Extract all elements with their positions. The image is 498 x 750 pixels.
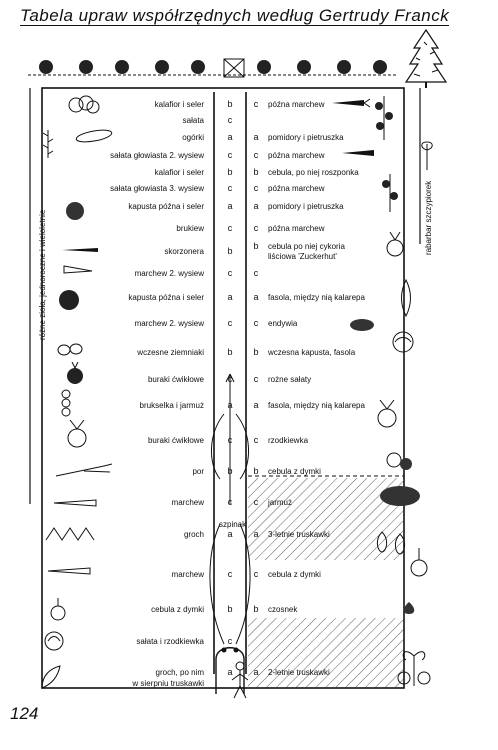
right-bed-label: fasola, między nią kalarepa: [268, 293, 365, 302]
left-bed-label: marchew 2. wysiew: [134, 269, 204, 278]
side-label-right: rabarbar szczypiorek: [424, 180, 433, 255]
left-bed-label: kapusta późna i seler: [128, 202, 204, 211]
left-bed-letter: c: [227, 268, 233, 278]
left-bed-label: sałata i rzodkiewka: [136, 637, 204, 646]
left-bed-letter: c: [227, 223, 233, 233]
pea-icon: [44, 524, 104, 544]
right-bed-letter: c: [253, 150, 259, 160]
left-bed-label: groch, po nim: [155, 668, 204, 677]
tomato-plant-icon-2: [380, 172, 400, 212]
brussels-sprouts-icon: [56, 388, 76, 418]
cabbage-icon-right: [390, 330, 416, 354]
lettuce-icon: [42, 630, 66, 652]
beet-icon-2: [60, 420, 94, 450]
left-bed-label: kalafior i seler: [154, 168, 204, 177]
left-bed-label: w sierpniu truskawki: [132, 679, 204, 688]
right-bed-label: cebula z dymki: [268, 467, 321, 476]
right-bed-label: rzodkiewka: [268, 436, 309, 445]
pea-pod-icon: [38, 664, 64, 690]
gardener-figure: [228, 660, 252, 700]
left-bed-letter: a: [227, 201, 233, 211]
side-label-left: różne zioła, jednoroczne i wieloletnie: [38, 209, 47, 340]
carrot-icon: [62, 262, 96, 276]
left-bed-label: marchew: [171, 570, 204, 579]
rhubarb-icon: [418, 140, 436, 170]
right-bed-label: czosnek: [268, 605, 298, 614]
left-bed-label: sałata głowiasta 2. wysiew: [110, 151, 204, 160]
right-bed-label: cebula, po niej roszponka: [268, 168, 359, 177]
left-bed-label: kalafior i seler: [154, 100, 204, 109]
left-bed-letter: b: [227, 466, 233, 476]
left-bed-letter: c: [227, 150, 233, 160]
page-number: 124: [10, 704, 39, 723]
right-bed-label: cebula po niej cykoria: [268, 242, 345, 251]
right-bed-letter: b: [253, 167, 259, 177]
path-label: szpinak: [219, 520, 247, 529]
right-bed-letter: c: [253, 569, 259, 579]
right-bed-label: późna marchew: [268, 224, 325, 233]
right-bed-letter: c: [253, 374, 259, 384]
left-bed-letter: c: [227, 318, 233, 328]
right-bed-letter: c: [253, 223, 259, 233]
right-bed-label: fasola, między nią kalarepa: [268, 401, 365, 410]
garlic-icon: [400, 600, 418, 616]
left-bed-letter: c: [227, 183, 233, 193]
left-bed-letter: a: [227, 292, 233, 302]
right-bed-letter: a: [253, 667, 259, 677]
left-bed-label: por: [192, 467, 204, 476]
left-bed-label: groch: [183, 530, 204, 539]
left-bed-letter: a: [227, 667, 233, 677]
right-bed-label: późna marchew: [268, 100, 325, 109]
potato-icon: [56, 342, 88, 358]
left-bed-letter: c: [227, 636, 233, 646]
right-bed-letter: a: [253, 201, 259, 211]
herb-icon: [40, 128, 56, 158]
right-bed-letter: a: [253, 132, 259, 142]
scorzonera-icon: [60, 244, 100, 256]
left-bed-label: kapusta późna i seler: [128, 293, 204, 302]
kale-icon: [378, 484, 422, 508]
right-bed-letter: a: [253, 292, 259, 302]
right-bed-label: endywia: [268, 319, 298, 328]
right-bed-letter: c: [253, 318, 259, 328]
right-bed-letter: b: [253, 347, 259, 357]
leek-icon: [54, 462, 114, 480]
right-bed-label: liściowa 'Zuckerhut': [268, 252, 337, 261]
left-bed-letter: c: [227, 115, 233, 125]
right-bed-label: późna marchew: [268, 184, 325, 193]
right-bed-label: 3-letnie truskawki: [268, 530, 330, 539]
right-bed-letter: c: [253, 99, 259, 109]
red-cabbage-icon: [56, 288, 82, 312]
cabbage-icon: [62, 200, 88, 222]
title-text: Tabela upraw współrzędnych według Gertrudy Franck: [20, 6, 450, 25]
left-bed-label: ogórki: [182, 133, 204, 142]
left-bed-label: marchew 2. wysiew: [134, 319, 204, 328]
left-bed-letter: a: [227, 132, 233, 142]
left-bed-label: wczesne ziemniaki: [137, 348, 204, 357]
right-bed-label: 2-letnie truskawki: [268, 668, 330, 677]
left-bed-label: sałata głowiasta 3. wysiew: [110, 184, 204, 193]
left-bed-label: brukiew: [176, 224, 204, 233]
kohlrabi-icon: [372, 400, 402, 430]
onion-icon: [48, 598, 68, 622]
left-bed-label: brukselka i jarmuż: [139, 401, 204, 410]
page-title: [20, 6, 460, 25]
right-bed-letter: c: [253, 497, 259, 507]
tomato-plant-icon: [372, 94, 396, 140]
radish-icon: [382, 440, 416, 480]
left-bed-letter: b: [227, 347, 233, 357]
left-bed-label: sałata: [182, 116, 204, 125]
right-bed-label: późna marchew: [268, 151, 325, 160]
right-bed-letter: b: [253, 466, 259, 476]
right-bed-label: cebula z dymki: [268, 570, 321, 579]
strawberry-plant-icon: [392, 636, 436, 688]
fennel-icon: [380, 232, 410, 258]
right-bed-letter: a: [253, 400, 259, 410]
right-bed-letter: a: [253, 529, 259, 539]
left-bed-label: skorzonera: [164, 247, 204, 256]
right-bed-label: pomidory i pietruszka: [268, 133, 344, 142]
beet-icon: [64, 362, 86, 386]
left-bed-label: buraki ćwikłowe: [147, 436, 204, 445]
left-bed-label: marchew: [171, 498, 204, 507]
left-bed-letter: c: [227, 497, 233, 507]
left-bed-letter: b: [227, 246, 233, 256]
right-bed-letter: c: [253, 435, 259, 445]
cucumber-icon: [74, 128, 114, 144]
left-bed-label: buraki ćwikłowe: [147, 375, 204, 384]
left-bed-letter: c: [227, 569, 233, 579]
left-bed-letter: b: [227, 604, 233, 614]
right-bed-label: pomidory i pietruszka: [268, 202, 344, 211]
right-bed-letter: c: [253, 268, 259, 278]
carrot-icon-right-2: [340, 146, 380, 160]
left-bed-label: cebula z dymki: [151, 605, 204, 614]
right-bed-label: wczesna kapusta, fasola: [268, 348, 356, 357]
left-bed-letter: b: [227, 167, 233, 177]
left-bed-letter: b: [227, 99, 233, 109]
carrot-icon-2: [52, 496, 102, 510]
left-bed-letter: a: [227, 400, 233, 410]
left-bed-letter: c: [227, 374, 233, 384]
right-bed-label: rożne sałaty: [268, 375, 312, 384]
left-bed-letter: c: [227, 435, 233, 445]
tree-illustration: [404, 28, 448, 88]
right-bed-label: jarmuż: [268, 498, 293, 507]
hedge-row: [28, 58, 398, 80]
carrot-icon-right: [330, 96, 370, 110]
right-bed-letter: b: [253, 604, 259, 614]
left-bed-letter: a: [227, 529, 233, 539]
carrot-icon-3: [46, 564, 96, 578]
onion-icon-right: [408, 548, 430, 578]
right-bed-letter: c: [253, 183, 259, 193]
cauliflower-icon: [66, 94, 100, 116]
right-bed-letter: b: [253, 241, 259, 251]
endive-icon: [348, 316, 376, 332]
bean-icon: [396, 278, 416, 318]
